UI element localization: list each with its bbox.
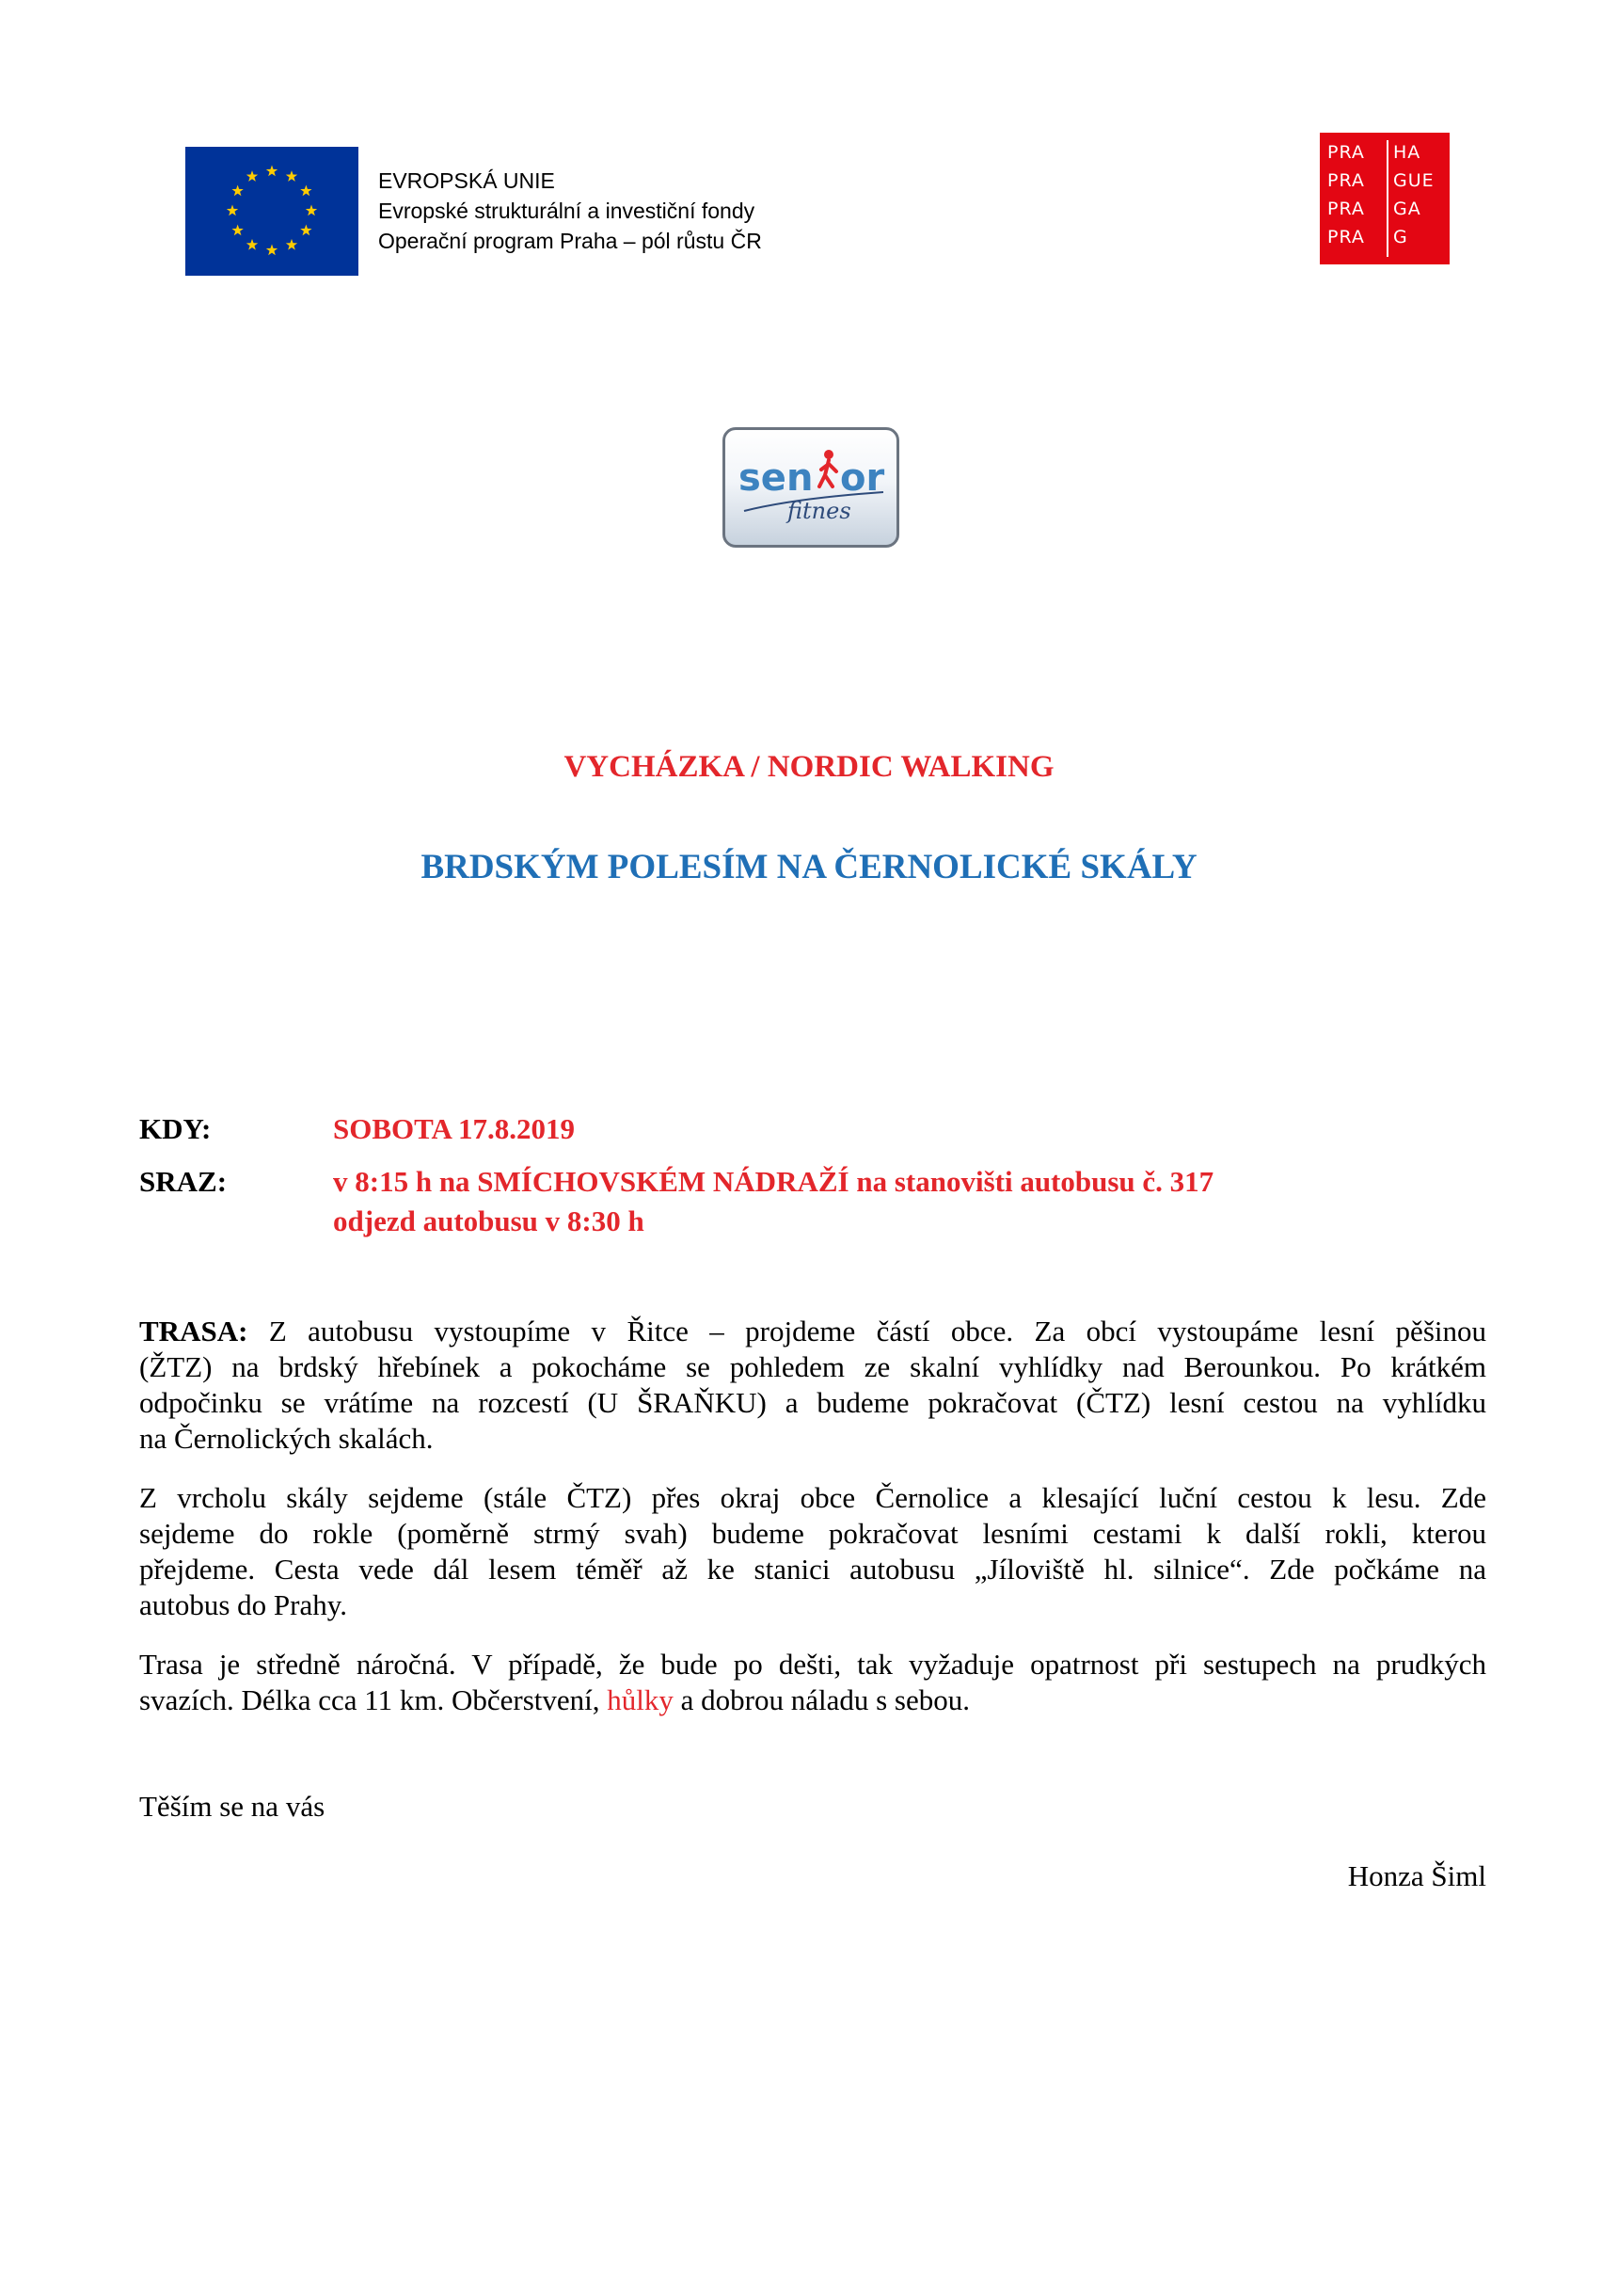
kdy-value: SOBOTA 17.8.2019 [333,1112,575,1145]
eu-line-2: Evropské strukturální a investiční fondy [378,199,755,223]
route-paragraph [139,1480,1486,1623]
trasa-line: (ŽTZ) na brdský hřebínek a pokocháme se pohledem ze skalní vyhlídky nad Berounkou. Po krátkém [139,1350,1486,1383]
walker-icon [819,450,836,486]
eu-line-1: EVROPSKÁ UNIE [378,168,555,193]
senior-fitnes-logo [722,427,899,548]
senior-fitnes-logo-graphic [725,430,896,545]
eu-star-icon [286,170,297,182]
eu-star-icon [300,225,311,236]
signature: Honza Šiml [1347,1859,1486,1892]
eu-funding-text [378,166,762,256]
route-line: autobus do Prahy. [139,1588,347,1621]
eu-star-icon [246,170,258,182]
eu-stars-icon [185,147,358,276]
trasa-line-text: Z autobusu vystoupíme v Řitce – projdeme částí obce. Za obcí vystoupáme lesní pěšinou [268,1315,1486,1347]
route-line: přejdeme. Cesta vede dál lesem téměř až ke stanici autobusu „Jíloviště hl. silnice“. Zde počkáme na [139,1553,1486,1586]
praha-logo-row [1320,227,1450,251]
trasa-line: na Černolických skalách. [139,1422,434,1455]
eu-flag-logo [185,147,358,276]
difficulty-line [139,1682,1486,1718]
trasa-line: odpočinku se vrátíme na rozcestí (U ŠRAŇKU) a budeme pokračovat (ČTZ) lesní cestou na vyhlídku [139,1386,1486,1419]
praha-logo-row [1320,170,1450,195]
trasa-paragraph [139,1314,1486,1457]
eu-star-icon [246,239,258,250]
poles-highlight: hůlky [607,1683,674,1716]
praha-logo-left: PRA [1327,199,1365,219]
sraz-value-line-2: odjezd autobusu v 8:30 h [333,1204,644,1237]
page-subtitle: BRDSKÝM POLESÍM NA ČERNOLICKÉ SKÁLY [420,848,1198,886]
praha-logo-left: PRA [1327,170,1365,191]
praha-logo-left: PRA [1327,142,1365,163]
sraz-value-line-1: v 8:15 h na SMÍCHOVSKÉM NÁDRAŽÍ na stanovišti autobusu č. 317 [333,1165,1214,1198]
difficulty-line: Trasa je středně náročná. V případě, že bude po dešti, tak vyžaduje opatrnost při sestupech na prudkých [139,1648,1486,1681]
route-line: sejdeme do rokle (poměrně strmý svah) budeme pokračovat lesními cestami k další rokli, kterou [139,1517,1486,1550]
eu-star-icon [227,205,238,216]
praha-logo-right: GUE [1393,170,1435,191]
eu-star-icon [286,239,297,250]
eu-star-icon [300,185,311,197]
route-line: Z vrcholu skály sejdeme (stále ČTZ) přes okraj obce Černolice a klesající luční cestou k lesu. Zde [139,1481,1486,1514]
difficulty-paragraph [139,1647,1486,1718]
eu-line-3: Operační program Praha – pól růstu ČR [378,229,762,253]
praha-logo-row [1320,142,1450,167]
page-title: VYCHÁZKA / NORDIC WALKING [563,750,1055,784]
eu-star-icon [231,225,243,236]
trasa-label: TRASA: [139,1315,248,1347]
praha-logo-right: G [1393,227,1408,247]
praha-logo-row [1320,199,1450,223]
sraz-label: SRAZ: [139,1165,228,1198]
senior-logo-script: fitnes [787,498,851,524]
kdy-label: KDY: [139,1112,212,1145]
senior-logo-text-left: sen [738,456,814,500]
praha-logo-right: GA [1393,199,1421,219]
eu-star-icon [266,166,278,177]
difficulty-text-end: a dobrou náladu s sebou. [673,1683,970,1716]
closing-text: Těším se na vás [139,1790,325,1823]
eu-star-icon [306,205,317,216]
praha-logo-left: PRA [1327,227,1365,247]
eu-star-icon [266,245,278,256]
trasa-line [139,1314,1486,1349]
praha-logo [1320,133,1450,264]
praha-logo-right: HA [1393,142,1421,163]
eu-star-icon [231,185,243,197]
senior-logo-text-right: or [840,456,885,500]
difficulty-text: svazích. Délka cca 11 km. Občerstvení, [139,1683,608,1716]
